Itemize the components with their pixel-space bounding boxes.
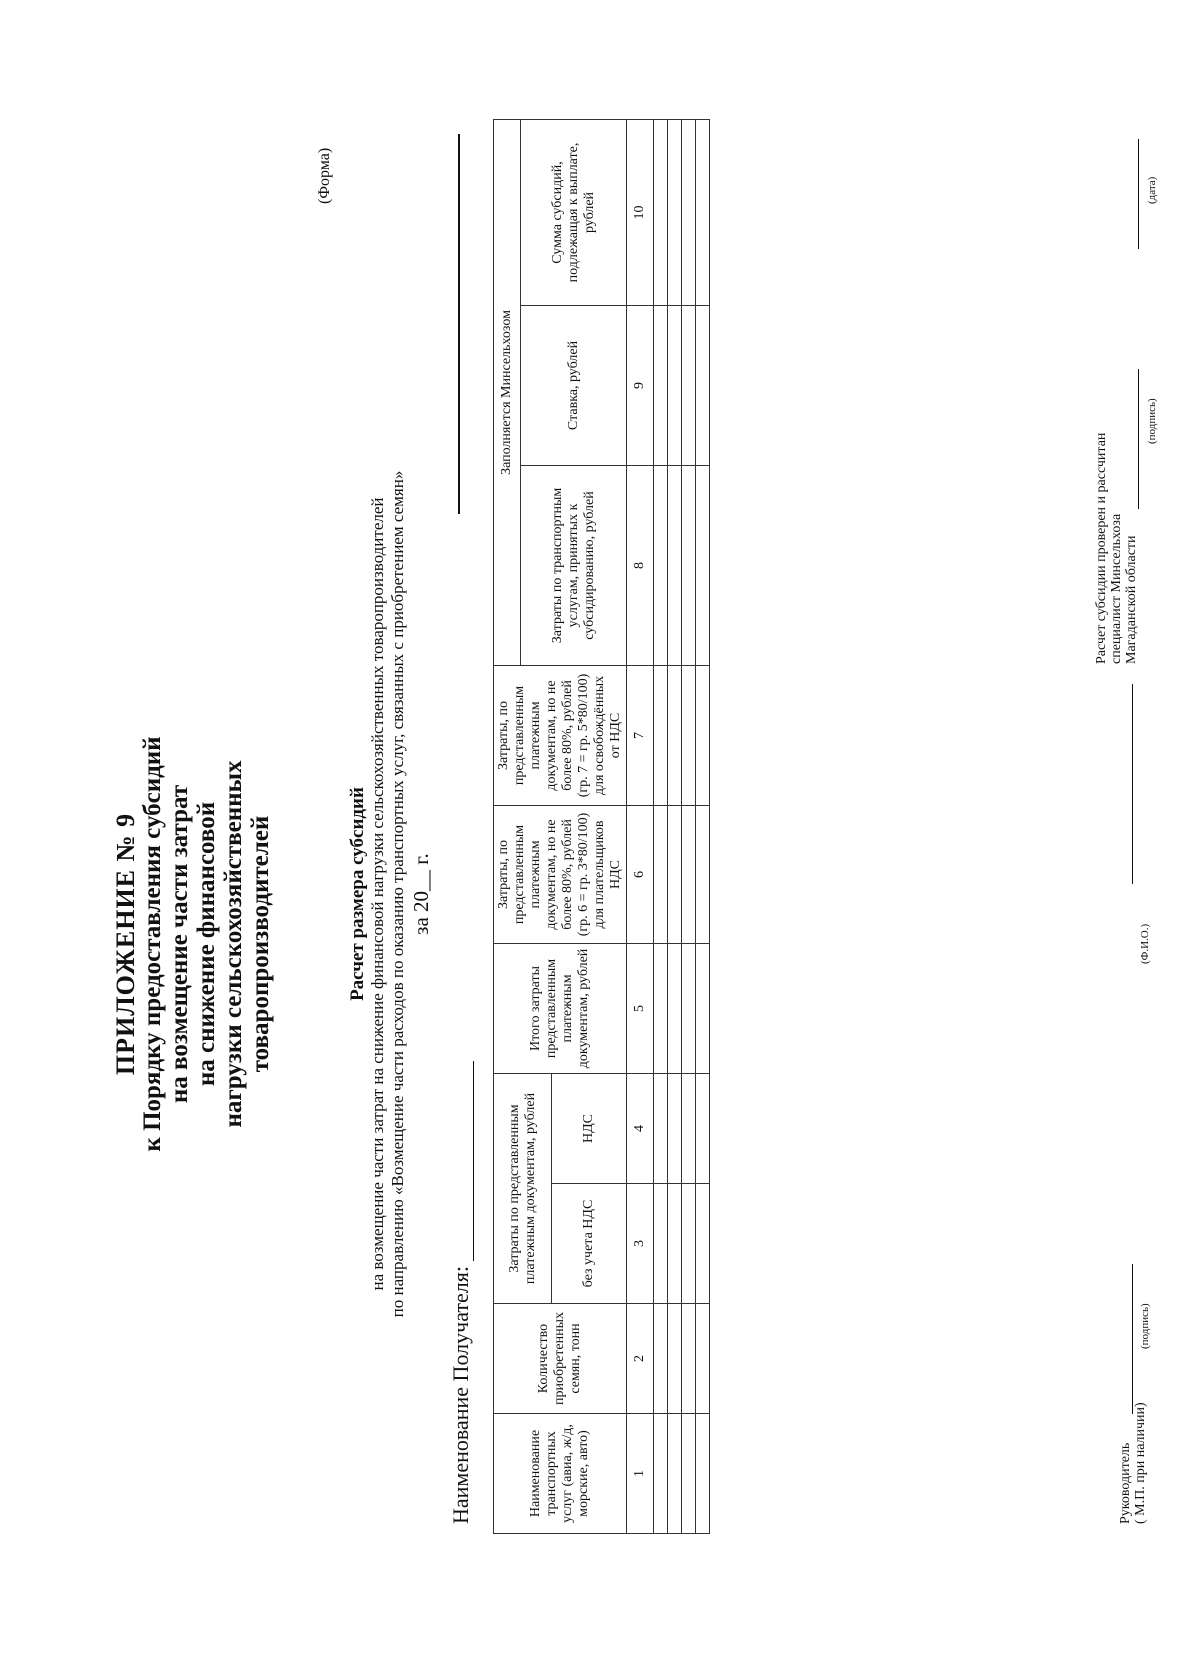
column-number: 9 [627,305,654,465]
table-cell [654,465,668,665]
check-line-1: Расчет субсидии проверен и рассчитан [1094,432,1109,664]
table-cell [668,119,682,305]
head-fio-line [1132,684,1133,884]
column-number: 8 [627,465,654,665]
form-label: (Форма) [316,147,333,204]
table-row [696,119,710,1533]
header-rate: Ставка, рублей [521,305,627,465]
table-cell [696,1304,710,1414]
check-signature-caption: (подпись) [1146,398,1158,444]
table-cell [696,1414,710,1534]
recipient-input-line [453,1061,474,1261]
header-accepted-costs: Затраты по транспортным услугам, принятых к субсидированию, рублей [521,465,627,665]
recipient-field [448,1061,474,1524]
check-line-2: специалист Минсельхоза [1109,513,1124,664]
table-cell [668,465,682,665]
table-cell [654,119,668,305]
column-number: 6 [627,805,654,943]
header-payment-costs: Затраты по представленным платежным документам, рублей [494,1073,552,1303]
column-number: 1 [627,1414,654,1534]
appendix-header [112,214,274,1674]
column-number: 5 [627,943,654,1073]
table-cell [696,1184,710,1304]
header-minselhoz-group: Заполняется Минсельхозом [494,119,521,665]
calculation-direction: по направлению «Возмещение части расходов по оказанию транспортных услуг, связанных с приобретением семян» [388,470,407,1318]
check-date-caption: (дата) [1146,176,1158,204]
table-cell [668,305,682,465]
header-costs-vat-payers: Затраты, по представленным платежным документам, но не более 80%, рублей (гр. 6 = гр. 3*80/100) для плательщиков НДС [494,805,627,943]
appendix-line: товаропроизводителей [247,815,274,1073]
header-total-costs: Итого затраты представленным платежным документам, рублей [494,943,627,1073]
appendix-number: ПРИЛОЖЕНИЕ № 9 [111,812,140,1076]
column-number: 4 [627,1073,654,1183]
table-cell [654,943,668,1073]
table-cell [682,1184,696,1304]
header-rule [458,134,460,514]
table-cell [668,1073,682,1183]
table-cell [654,665,668,805]
header-costs-vat-exempt: Затраты, по представленным платежным документам, но не более 80%, рублей (гр. 7 = гр. 5*80/100) для освобождённых от НДС [494,665,627,805]
table-cell [668,943,682,1073]
table-row [682,119,696,1533]
table-cell [682,805,696,943]
table-cell [696,119,710,305]
calculation-period: за 20__ г. [409,853,433,935]
calculation-title-block [348,114,431,1674]
head-label: Руководитель [1118,1442,1133,1524]
table-cell [654,1073,668,1183]
header-vat: НДС [552,1073,627,1183]
header-without-vat: без учета НДС [552,1184,627,1304]
check-line-3: Магаданской области [1124,535,1139,664]
appendix-line: на возмещение части затрат [166,784,193,1104]
column-number: 2 [627,1304,654,1414]
table-cell [696,805,710,943]
head-signature-line [1132,1264,1133,1414]
table-cell [668,805,682,943]
table-cell [682,1304,696,1414]
table-cell [682,665,696,805]
recipient-label: Наименование Получателя: [448,1266,473,1524]
head-fio-caption: (Ф.И.О.) [1139,923,1151,964]
table-cell [682,1414,696,1534]
table-cell [668,1184,682,1304]
calculation-title: Расчет размера субсидий [347,787,368,1001]
table-cell [696,1073,710,1183]
appendix-line: к Порядку предоставления субсидий [139,736,166,1152]
column-number: 7 [627,665,654,805]
check-date-line [1138,139,1139,249]
table-body [654,119,710,1533]
check-signature-line [1138,369,1139,509]
table-cell [696,943,710,1073]
subsidy-table [493,119,710,1534]
table-cell [654,1304,668,1414]
stamp-note: ( М.П. при наличии) [1133,1402,1148,1524]
table-cell [654,805,668,943]
column-number: 10 [627,119,654,305]
appendix-line: нагрузки сельскохозяйственных [220,760,247,1128]
table-cell [654,1414,668,1534]
header-seed-quantity: Количество приобретенных семян, тонн [494,1304,627,1414]
table-cell [668,1304,682,1414]
table-row [668,119,682,1533]
appendix-line: на снижение финансовой [193,801,220,1087]
table-cell [682,465,696,665]
table-cell [682,119,696,305]
table-cell [682,305,696,465]
table-cell [696,465,710,665]
signature-block [1094,104,1178,1524]
table-cell [654,305,668,465]
table-cell [682,943,696,1073]
header-transport-services: Наименование транспортных услуг (авиа, ж/д, морские, авто) [494,1414,627,1534]
header-subsidy-amount: Сумма субсидий, подлежащая к выплате, рублей [521,119,627,305]
table-cell [668,1414,682,1534]
table-cell [668,665,682,805]
table-cell [682,1073,696,1183]
calculation-subtitle: на возмещение части затрат на снижение финансовой нагрузки сельскохозяйственных товаропроизводителей [368,497,387,1291]
table-cell [696,305,710,465]
table-cell [654,1184,668,1304]
table-row [654,119,668,1533]
table-cell [696,665,710,805]
column-number: 3 [627,1184,654,1304]
head-signature-caption: (подпись) [1139,1303,1151,1349]
